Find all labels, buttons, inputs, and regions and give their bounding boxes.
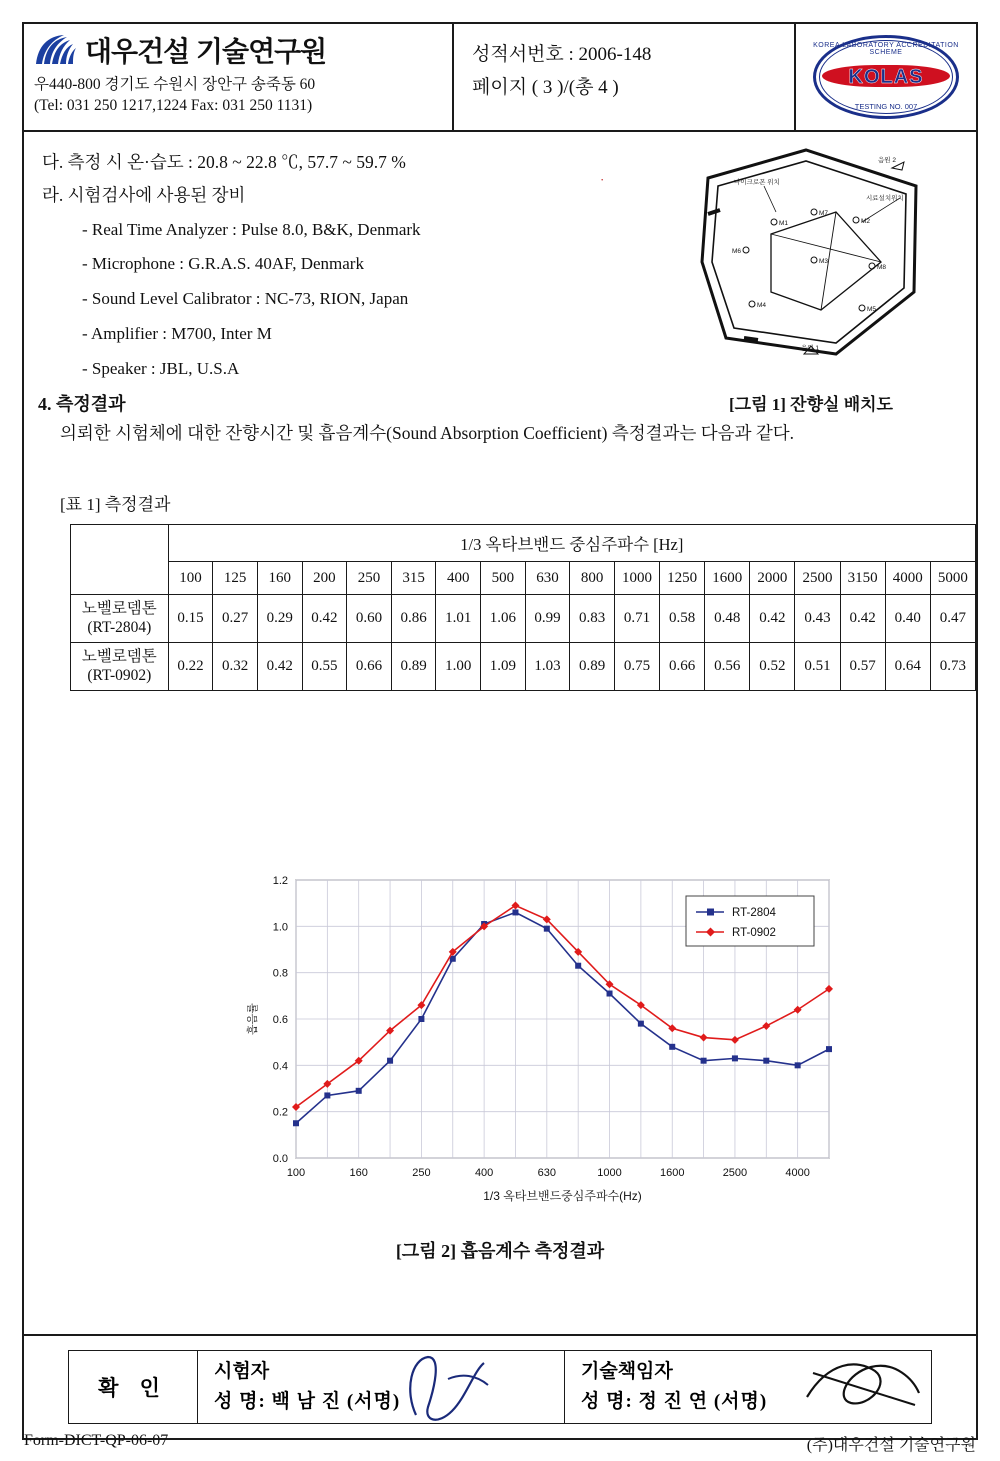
data-cell: 0.42 [750,595,795,643]
data-cell: 0.55 [302,642,347,690]
data-cell: 0.52 [750,642,795,690]
data-cell: 0.86 [391,595,436,643]
table-band-header: 1/3 옥타브밴드 중심주파수 [Hz] [168,525,975,562]
data-cell: 0.27 [213,595,258,643]
figure1-room-layout [686,142,936,414]
table-row [71,595,976,643]
data-cell: 0.15 [168,595,213,643]
svg-text:1600: 1600 [659,1167,685,1179]
table-header-row [71,525,976,562]
svg-text:0.6: 0.6 [272,1014,288,1026]
data-cell: 0.73 [930,642,975,690]
svg-text:시료설치위치: 시료설치위치 [866,195,904,202]
data-cell: 0.71 [614,595,659,643]
footer-company: (주)대우건설 기술연구원 [806,1437,976,1454]
svg-text:M5: M5 [867,306,877,313]
kolas-top-text: KOREA LABORATORY ACCREDITATION SCHEME [813,42,959,56]
data-cell: 1.01 [436,595,481,643]
data-cell: 0.64 [885,642,930,690]
table1-caption: [표 1] 측정결과 [60,495,171,514]
equipment-item: - Speaker : JBL, U.S.A [82,358,240,378]
svg-text:음원 1: 음원 1 [801,345,819,352]
equipment-item: - Microphone : G.R.A.S. 40AF, Denmark [82,254,364,274]
freq-cell: 1250 [660,562,705,595]
svg-text:음원 2: 음원 2 [878,157,896,164]
temp-humidity-line: 다. 측정 시 온·습도 : 20.8 ~ 22.8 ℃, 57.7 ~ 59.7 % [42,152,406,172]
freq-cell: 1000 [614,562,659,595]
data-cell: 0.32 [213,642,258,690]
freq-cell: 250 [347,562,392,595]
svg-text:1000: 1000 [597,1167,622,1179]
data-cell: 0.75 [614,642,659,690]
tester-name-line [214,1386,564,1413]
data-cell: 0.48 [705,595,750,643]
data-cell: 0.56 [705,642,750,690]
equipment-item: - Real Time Analyzer : Pulse 8.0, B&K, Denmark [82,219,421,239]
stray-mark: · [600,172,605,187]
table-frequency-row [71,562,976,595]
report-number: 성적서번호 : 2006-148 [472,44,652,65]
tester-role: 시험자 [214,1361,270,1382]
kolas-word: KOLAS [848,66,924,88]
svg-text:1/3 옥타브밴드중심주파수(Hz): 1/3 옥타브밴드중심주파수(Hz) [483,1189,642,1203]
svg-text:M1: M1 [779,220,789,227]
tester-seal: (서명) [346,1391,401,1412]
svg-text:M3: M3 [819,258,829,265]
header-report-block [454,24,796,130]
svg-text:2500: 2500 [722,1167,748,1179]
data-cell: 1.00 [436,642,481,690]
svg-text:0.0: 0.0 [272,1153,288,1165]
company-name: 대우건설 기술연구원 [85,36,327,67]
data-cell: 0.42 [302,595,347,643]
freq-cell: 400 [436,562,481,595]
tester-name-label: 성 명: [214,1391,266,1412]
measurement-table [70,524,976,691]
manager-role: 기술책임자 [581,1361,673,1382]
svg-text:250: 250 [412,1167,431,1179]
svg-text:흡음률: 흡음률 [247,1003,259,1035]
data-cell: 0.29 [257,595,302,643]
data-cell: 0.40 [885,595,930,643]
freq-cell: 2500 [795,562,840,595]
absorption-coefficient-chart [234,862,854,1222]
figure2-chart [234,862,854,1222]
manager-name-line [581,1386,931,1413]
data-cell: 0.89 [570,642,615,690]
freq-cell: 100 [168,562,213,595]
svg-text:4000: 4000 [785,1167,810,1179]
svg-text:1.2: 1.2 [272,875,288,887]
figure1-caption: [그림 1] 잔향실 배치도 [729,395,893,414]
svg-text:마이크로폰 위치: 마이크로폰 위치 [734,179,780,186]
row-label [71,642,169,690]
data-cell: 0.42 [840,595,885,643]
data-cell: 0.42 [257,642,302,690]
section4-title: 4. 측정결과 [38,394,126,414]
svg-text:0.8: 0.8 [272,967,288,980]
data-cell: 0.83 [570,595,615,643]
data-cell: 0.58 [660,595,705,643]
manager-name-label: 성 명: [581,1391,633,1412]
freq-cell: 315 [391,562,436,595]
svg-text:RT-0902: RT-0902 [732,927,776,939]
equipment-item: - Amplifier : M700, Inter M [82,324,272,344]
section4-text: 의뢰한 시험체에 대한 잔향시간 및 흡음계수(Sound Absorption Coefficient) 측정결과는 다음과 같다. [60,423,795,443]
row-label-line2: (RT-2804) [87,619,152,637]
data-cell: 1.03 [525,642,570,690]
table-row [71,642,976,690]
tester-block [198,1351,565,1423]
company-contact-line: (Tel: 031 250 1217,1224 Fax: 031 250 1131) [34,96,313,114]
data-cell: 1.06 [481,595,526,643]
manager-block [565,1351,931,1423]
svg-text:1.0: 1.0 [272,921,288,934]
page-number: 페이지 ( 3 )/(총 4 ) [472,77,619,99]
svg-text:M2: M2 [861,218,871,225]
data-cell: 0.66 [660,642,705,690]
manager-name: 정 진 연 [638,1391,709,1412]
document-header [24,24,976,132]
header-accreditation-block [796,24,976,130]
svg-text:400: 400 [474,1167,494,1179]
svg-text:M6: M6 [732,248,742,255]
svg-text:160: 160 [349,1167,368,1179]
freq-cell: 5000 [930,562,975,595]
data-cell: 0.22 [168,642,213,690]
data-cell: 1.09 [481,642,526,690]
row-label [71,595,169,643]
row-label-line1: 노벨로뎀톤 [81,600,157,617]
company-address-line1: 우440-800 경기도 수원시 장안구 송죽동 60 [34,76,316,93]
row-label-line1: 노벨로뎀톤 [81,647,157,665]
form-number: Form-DICT-QP-06-07 [24,1432,169,1449]
data-cell: 0.66 [347,642,392,690]
kolas-seal-icon [813,35,959,119]
svg-text:100: 100 [286,1167,306,1179]
equipment-block [42,146,662,387]
freq-cell: 4000 [885,562,930,595]
manager-seal: (서명) [713,1391,768,1412]
svg-text:RT-2804: RT-2804 [732,907,776,919]
freq-cell: 125 [213,562,258,595]
data-cell: 0.47 [930,595,975,643]
data-cell: 0.57 [840,642,885,690]
header-company-block [24,24,454,130]
freq-cell: 630 [525,562,570,595]
daewoo-logo-icon [34,33,78,67]
svg-text:0.4: 0.4 [272,1060,288,1073]
svg-text:M4: M4 [757,302,767,309]
table-corner-cell [71,525,169,595]
freq-cell: 200 [302,562,347,595]
equipment-item: - Sound Level Calibrator : NC-73, RION, Japan [82,289,409,309]
confirm-label: 확 인 [69,1351,198,1423]
page-frame [22,22,978,1440]
freq-cell: 160 [257,562,302,595]
row-label-line2: (RT-0902) [87,667,152,685]
equipment-heading: 라. 시험검사에 사용된 장비 [42,185,246,206]
svg-text:M7: M7 [819,210,829,217]
freq-cell: 1600 [705,562,750,595]
signature-section [24,1334,976,1438]
data-cell: 0.60 [347,595,392,643]
svg-text:0.2: 0.2 [272,1106,288,1119]
data-cell: 0.43 [795,595,840,643]
document-footer [24,1432,976,1455]
svg-text:M8: M8 [877,264,887,271]
tester-name: 백 남 진 [271,1391,342,1412]
freq-cell: 2000 [750,562,795,595]
data-cell: 0.89 [391,642,436,690]
svg-text:630: 630 [537,1167,557,1179]
figure2-caption: [그림 2] 흡음계수 측정결과 [395,1241,605,1261]
freq-cell: 500 [481,562,526,595]
data-cell: 0.51 [795,642,840,690]
data-cell: 0.99 [525,595,570,643]
kolas-bottom-text: TESTING NO. 007 [854,102,918,111]
freq-cell: 3150 [840,562,885,595]
freq-cell: 800 [570,562,615,595]
